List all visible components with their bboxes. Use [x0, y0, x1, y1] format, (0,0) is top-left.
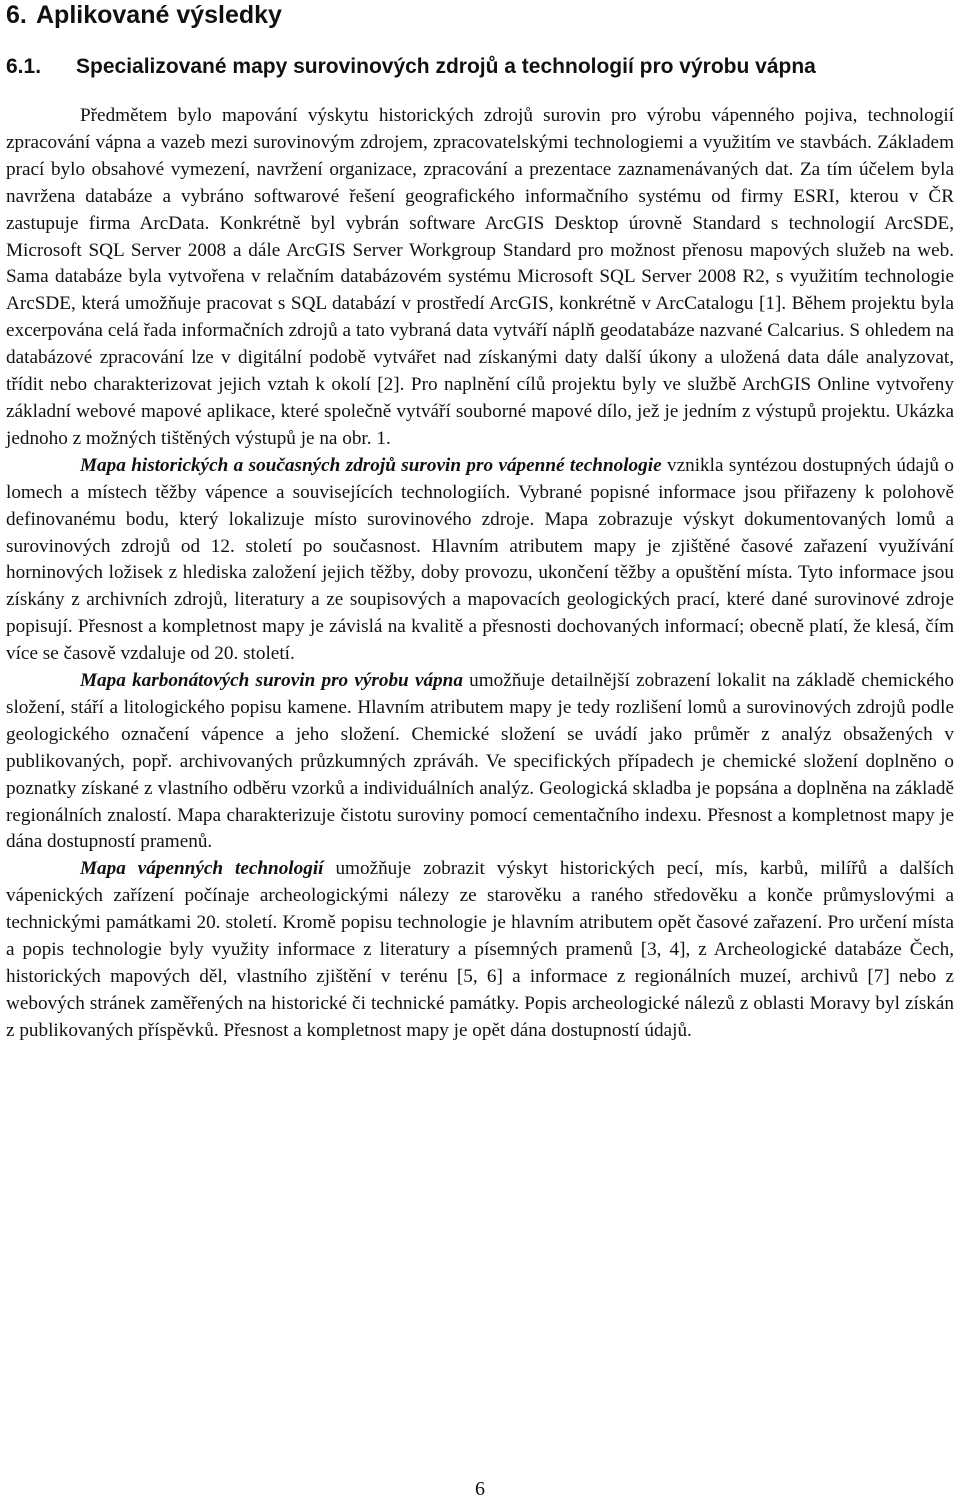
- chapter-title: Aplikované výsledky: [36, 1, 282, 29]
- paragraph-technology-map: [6, 856, 954, 1044]
- paragraph-text: Předmětem bylo mapování výskytu historických zdrojů surovin pro výrobu vápenného pojiva, technologií zpracování vápna a vazeb mezi surovinovým zdrojem, zpracovatelskými technologiemi a využitím ve stavbách. Základem prací bylo obsahové vymezení, navržení organizace, zpracování a prezentace zaznamenávaných dat. Za tím účelem byla navržena databáze a vybráno softwarové řešení geografického informačního systému od firmy ESRI, kterou v ČR zastupuje firma ArcData. Konkrétně byl vybrán software ArcGIS Desktop úrovně Standard s technologií ArcSDE, Microsoft SQL Server 2008 a dále ArcGIS Server Workgroup Standard pro možnost přenosu mapových služeb na web. Sama databáze byla vytvořena v relačním databázovém systému Microsoft SQL Server 2008 R2, s využitím technologie ArcSDE, která umožňuje pracovat s SQL databází v prostředí ArcGIS, konkrétně v ArcCatalogu [1]. Během projektu byla excerpována celá řada informačních zdrojů a tato vybraná data vytváří náplň geodatabáze nazvané Calcarius. S ohledem na databázové zpracování lze v digitální podobě vytvářet nad získanými daty další úkony a uložená data dále analyzovat, třídit nebo charakterizovat jejich vztah k okolí [2]. Pro naplnění cílů projektu byly ve službě ArchGIS Online vytvořeny základní webové mapové aplikace, které společně vytváří souborné mapové dílo, jež je jedním z výstupů projektu. Ukázka jednoho z možných tištěných výstupů je na obr. 1.: [6, 105, 954, 449]
- body-text: [6, 103, 954, 1045]
- page-number: 6: [475, 1478, 485, 1500]
- paragraph-text: umožňuje zobrazit výskyt historických pecí, mís, karbů, milířů a dalších vápenických zařízení počínaje archeologickými nálezy ze starověku a raného středověku a konče průmyslovými a technickými památkami 20. století. Kromě popisu technologie je hlavním atributem opět časové zařazení. Pro určení místa a popis technologie byly využity informace z literatury a písemných pramenů [3, 4], z Archeologické databáze Čech, historických mapových děl, vlastního zjištění v terénu [5, 6] a informace z regionálních muzeí, archivů [7] nebo z webových stránek zaměřených na historické či technické památky. Popis archeologické nálezů z oblasti Moravy byl získán z publikovaných příspěvků. Přesnost a kompletnost mapy je opět dána dostupností údajů.: [6, 858, 955, 1041]
- chapter-number: 6.: [6, 1, 27, 29]
- paragraph-text: umožňuje detailnější zobrazení lokalit na základě chemického složení, stáří a litologického popisu kamene. Hlavním atributem mapy je tedy rozlišení lomů a surovinových zdrojů podle geologického označení vápence a jeho složení. Chemické složení se uvádí jako průměr z analýz obsažených v publikovaných, popř. archivovaných průzkumných zpráváh. Ve specifických případech je chemické složení doplněno o poznatky získané z vlastního odběru vzorků a individuálních analýz. Geologická skladba je popsána a doplněna na základě regionálních znalostí. Mapa charakterizuje čistotu suroviny pomocí cementačního indexu. Přesnost a kompletnost mapy je dána dostupností pramenů.: [6, 670, 954, 853]
- section-number: 6.1.: [6, 55, 42, 78]
- section-heading: [6, 52, 954, 82]
- section-title: Specializované mapy surovinových zdrojů a technologií pro výrobu vápna: [76, 55, 816, 78]
- paragraph-lead: Mapa historických a současných zdrojů surovin pro vápenné technologie: [80, 454, 662, 476]
- paragraph-carbonate-map: [6, 668, 954, 856]
- paragraph-lead: Mapa karbonátových surovin pro výrobu vápna: [80, 670, 463, 692]
- paragraph-intro: [6, 103, 954, 453]
- paragraph-text: vznikla syntézou dostupných údajů o lomech a místech těžby vápence a souvisejících technologiích. Vybrané popisné informace jsou přiřazeny k polohově definovanému bodu, který lokalizuje místo surovinového zdroje. Mapa zobrazuje výskyt dokumentovaných lomů a surovinových zdrojů od 12. století po současnost. Hlavním atributem mapy je zjištěné časové zařazení využívání horninových ložisek z hlediska založení jejich těžby, doby provozu, ukončení těžby a opuštění místa. Tyto informace jsou získány z archivních zdrojů, literatury a ze soupisových a mapovacích geologických prací, které dané surovinové zdroje popisují. Přesnost a kompletnost mapy je závislá na kvalitě a přesnosti dochovaných informací; obecně platí, že klesá, čím více se časově vzdaluje od 20. století.: [6, 454, 955, 665]
- paragraph-historical-map: [6, 453, 954, 668]
- paragraph-lead: Mapa vápenných technologií: [80, 858, 324, 880]
- document-page: [6, 0, 954, 1045]
- chapter-heading: [6, 0, 954, 30]
